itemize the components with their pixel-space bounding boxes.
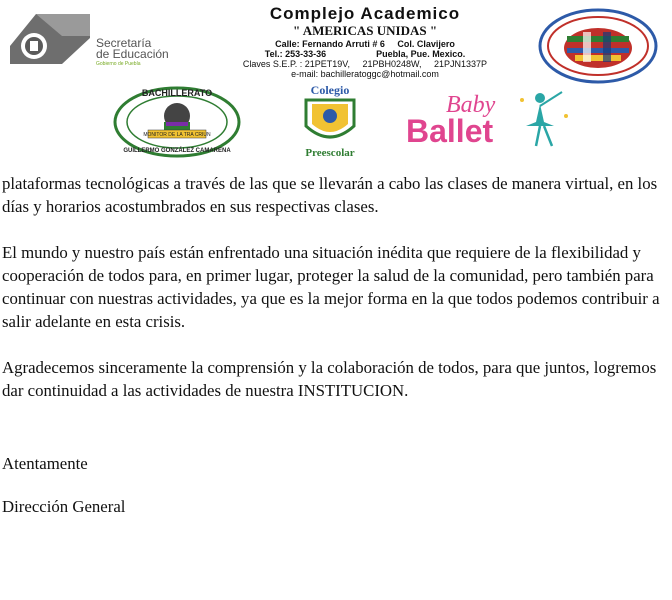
school-phone: Tel.: 253-33-36 Puebla, Pue. Mexico.	[264, 49, 466, 59]
ballet-dancer-icon	[402, 86, 580, 152]
sep-line1: Secretaría	[96, 36, 152, 50]
svg-text:MONITOR DE LA TRA CRIUN: MONITOR DE LA TRA CRIUN	[143, 132, 211, 138]
school-info	[200, 4, 530, 79]
sep-emblem-icon	[6, 6, 96, 68]
baby-ballet-logo	[402, 86, 580, 152]
svg-text:GUILLERMO GONZÁLEZ CAMARENA: GUILLERMO GONZÁLEZ CAMARENA	[123, 148, 231, 154]
svg-text:BACHILLERATO: BACHILLERATO	[141, 88, 213, 98]
svg-text:Preescolar: Preescolar	[305, 147, 355, 158]
sep-line2: de Educación	[96, 47, 169, 61]
bachillerato-emblem-icon	[108, 82, 246, 158]
letterhead	[0, 0, 672, 160]
escuela-tecnica-seal	[537, 8, 659, 84]
sep-logo	[6, 6, 191, 68]
colegio-preescolar-logo	[282, 82, 378, 158]
school-subtitle: " AMERICAS UNIDAS "	[292, 23, 438, 38]
school-title: Complejo Academico	[269, 4, 461, 23]
school-address: Calle: Fernando Arruti # 6 Col. Clavijero	[275, 39, 455, 49]
svg-text:Colegio: Colegio	[310, 83, 350, 97]
bachillerato-logo	[108, 82, 246, 158]
closing-line: Atentamente	[2, 454, 88, 473]
paragraph: plataformas tecnológicas a través de las que se llevarán a cabo las clases de manera virtual, en los días y horarios acostumbrados en sus respectivas clases.	[2, 174, 658, 216]
sep-line3: Gobierno de Puebla	[96, 61, 141, 67]
paragraph: El mundo y nuestro país están enfrentado una situación inédita que requiere de la flexibilidad y cooperación de todos para, en primer lugar, proteger la salud de la comunidad, pero también para continuar con nuestras actividades, ya que es la mejor forma en la que todos podemos contribuir a salir adelante en esta crisis.	[2, 243, 660, 331]
school-claves: Claves S.E.P. : 21PET19V, 21PBH0248W, 21PJN1337P	[242, 59, 488, 69]
svg-text:Ballet: Ballet	[406, 113, 494, 149]
school-email: e-mail: bachilleratoggc@hotmail.com	[291, 69, 439, 79]
letter-body	[2, 172, 670, 425]
signature-line: Dirección General	[2, 497, 126, 516]
svg-text:Baby: Baby	[446, 92, 496, 118]
seal-emblem-icon	[537, 8, 659, 84]
colegio-shield-icon	[282, 82, 378, 158]
paragraph: Agradecemos sinceramente la comprensión y la colaboración de todos, para que juntos, logremos dar continuidad a las actividades de nuestra INSTITUCION.	[2, 358, 657, 400]
